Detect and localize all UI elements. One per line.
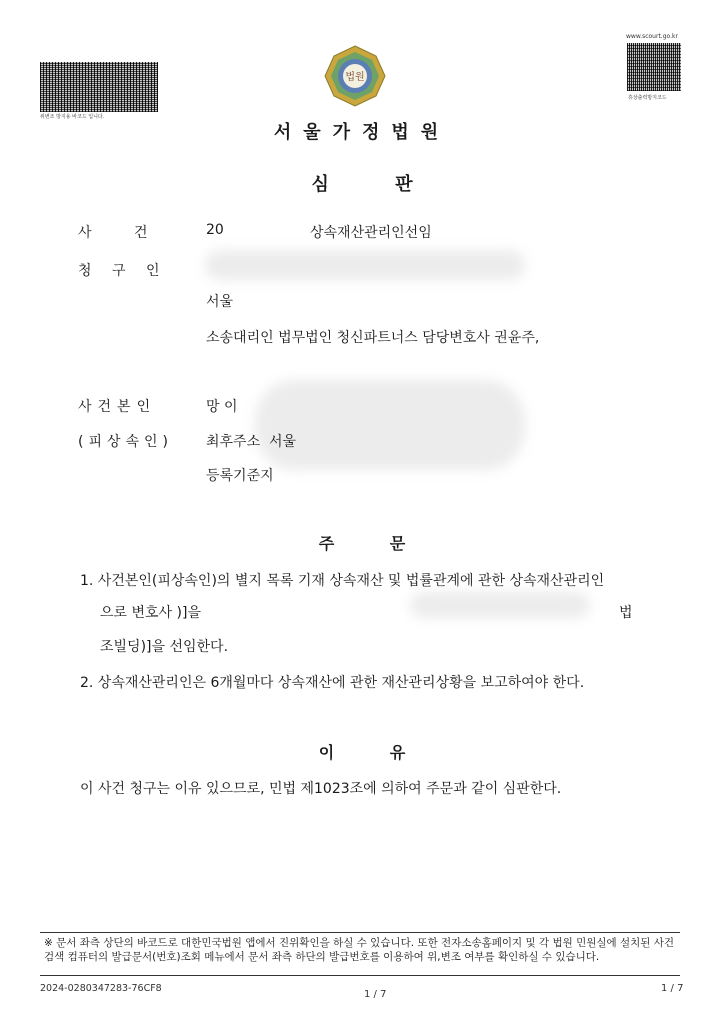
authenticity-notice: ※ 문서 좌측 상단의 바코드로 대한민국법원 앱에서 진위확인을 하실 수 있습니다. 또한 전자소송홈페이지 및 각 법원 민원실에 설치된 사건검색 컴퓨터의 발급문서(번호)조회 메뉴에서 문서 좌측 하단의 발급번호를 이용하여 위,변조 여부를 확인하실 수 있습니다. xyxy=(40,932,680,976)
order-item-1: 1. 사건본인(피상속인)의 별지 목록 기재 상속재산 및 법률관계에 관한 상속재산관리인 xyxy=(80,573,605,589)
court-emblem-icon xyxy=(322,44,388,108)
order-item-2: 2. 상속재산관리인은 6개월마다 상속재산에 관한 재산관리상황을 보고하여야 한다. xyxy=(80,675,585,691)
redaction xyxy=(255,380,525,470)
court-url: www.scourt.go.kr xyxy=(626,33,678,40)
reason-text: 이 사건 청구는 이유 있으므로, 민법 제1023조에 의하여 주문과 같이 심판한다. xyxy=(80,781,562,797)
document-type: 심 판 xyxy=(311,174,413,195)
emblem-text: 법원 xyxy=(345,72,365,83)
authenticity-barcode xyxy=(40,62,158,112)
order-heading: 주 문 xyxy=(318,534,406,553)
registry-base: 등록기준지 xyxy=(206,468,274,484)
last-address: 최후주소 서울 xyxy=(206,434,297,450)
reason-heading: 이 유 xyxy=(318,743,406,762)
claimant-address: 서울 xyxy=(206,294,234,310)
claimant-agent: 소송대리인 법무법인 청신파트너스 담당변호사 권윤주, xyxy=(206,330,540,346)
page-number: 1 / 7 xyxy=(364,989,387,1000)
order-item-1-line-2-tail: 법 xyxy=(619,605,633,621)
order-item-1-line-3: 조빌딩)]을 선임한다. xyxy=(100,639,229,655)
print-protection-code xyxy=(627,43,681,91)
principal-label: 사건본인 xyxy=(78,399,157,415)
court-name: 서울가정법원 xyxy=(273,122,451,143)
redaction xyxy=(205,250,525,280)
claimant-label: 청 구 인 xyxy=(78,263,168,279)
order-item-1-line-2: 으로 변호사 )]을 xyxy=(100,605,201,621)
page-number-right: 1 / 7 xyxy=(661,983,684,994)
redaction xyxy=(410,592,590,618)
print-protection-caption: 휴상출력방지코드 xyxy=(628,95,667,101)
deceased-label: (피상속인) xyxy=(78,434,174,450)
case-label: 사 건 xyxy=(78,225,149,241)
issue-number: 2024-0280347283-76CF8 xyxy=(40,983,162,994)
principal-name: 망 이 xyxy=(206,399,238,415)
case-number: 20 xyxy=(206,222,224,238)
case-name: 상속재산관리인선임 xyxy=(310,225,432,241)
barcode-caption: 위변조 방지용 바코드 입니다. xyxy=(40,114,105,120)
